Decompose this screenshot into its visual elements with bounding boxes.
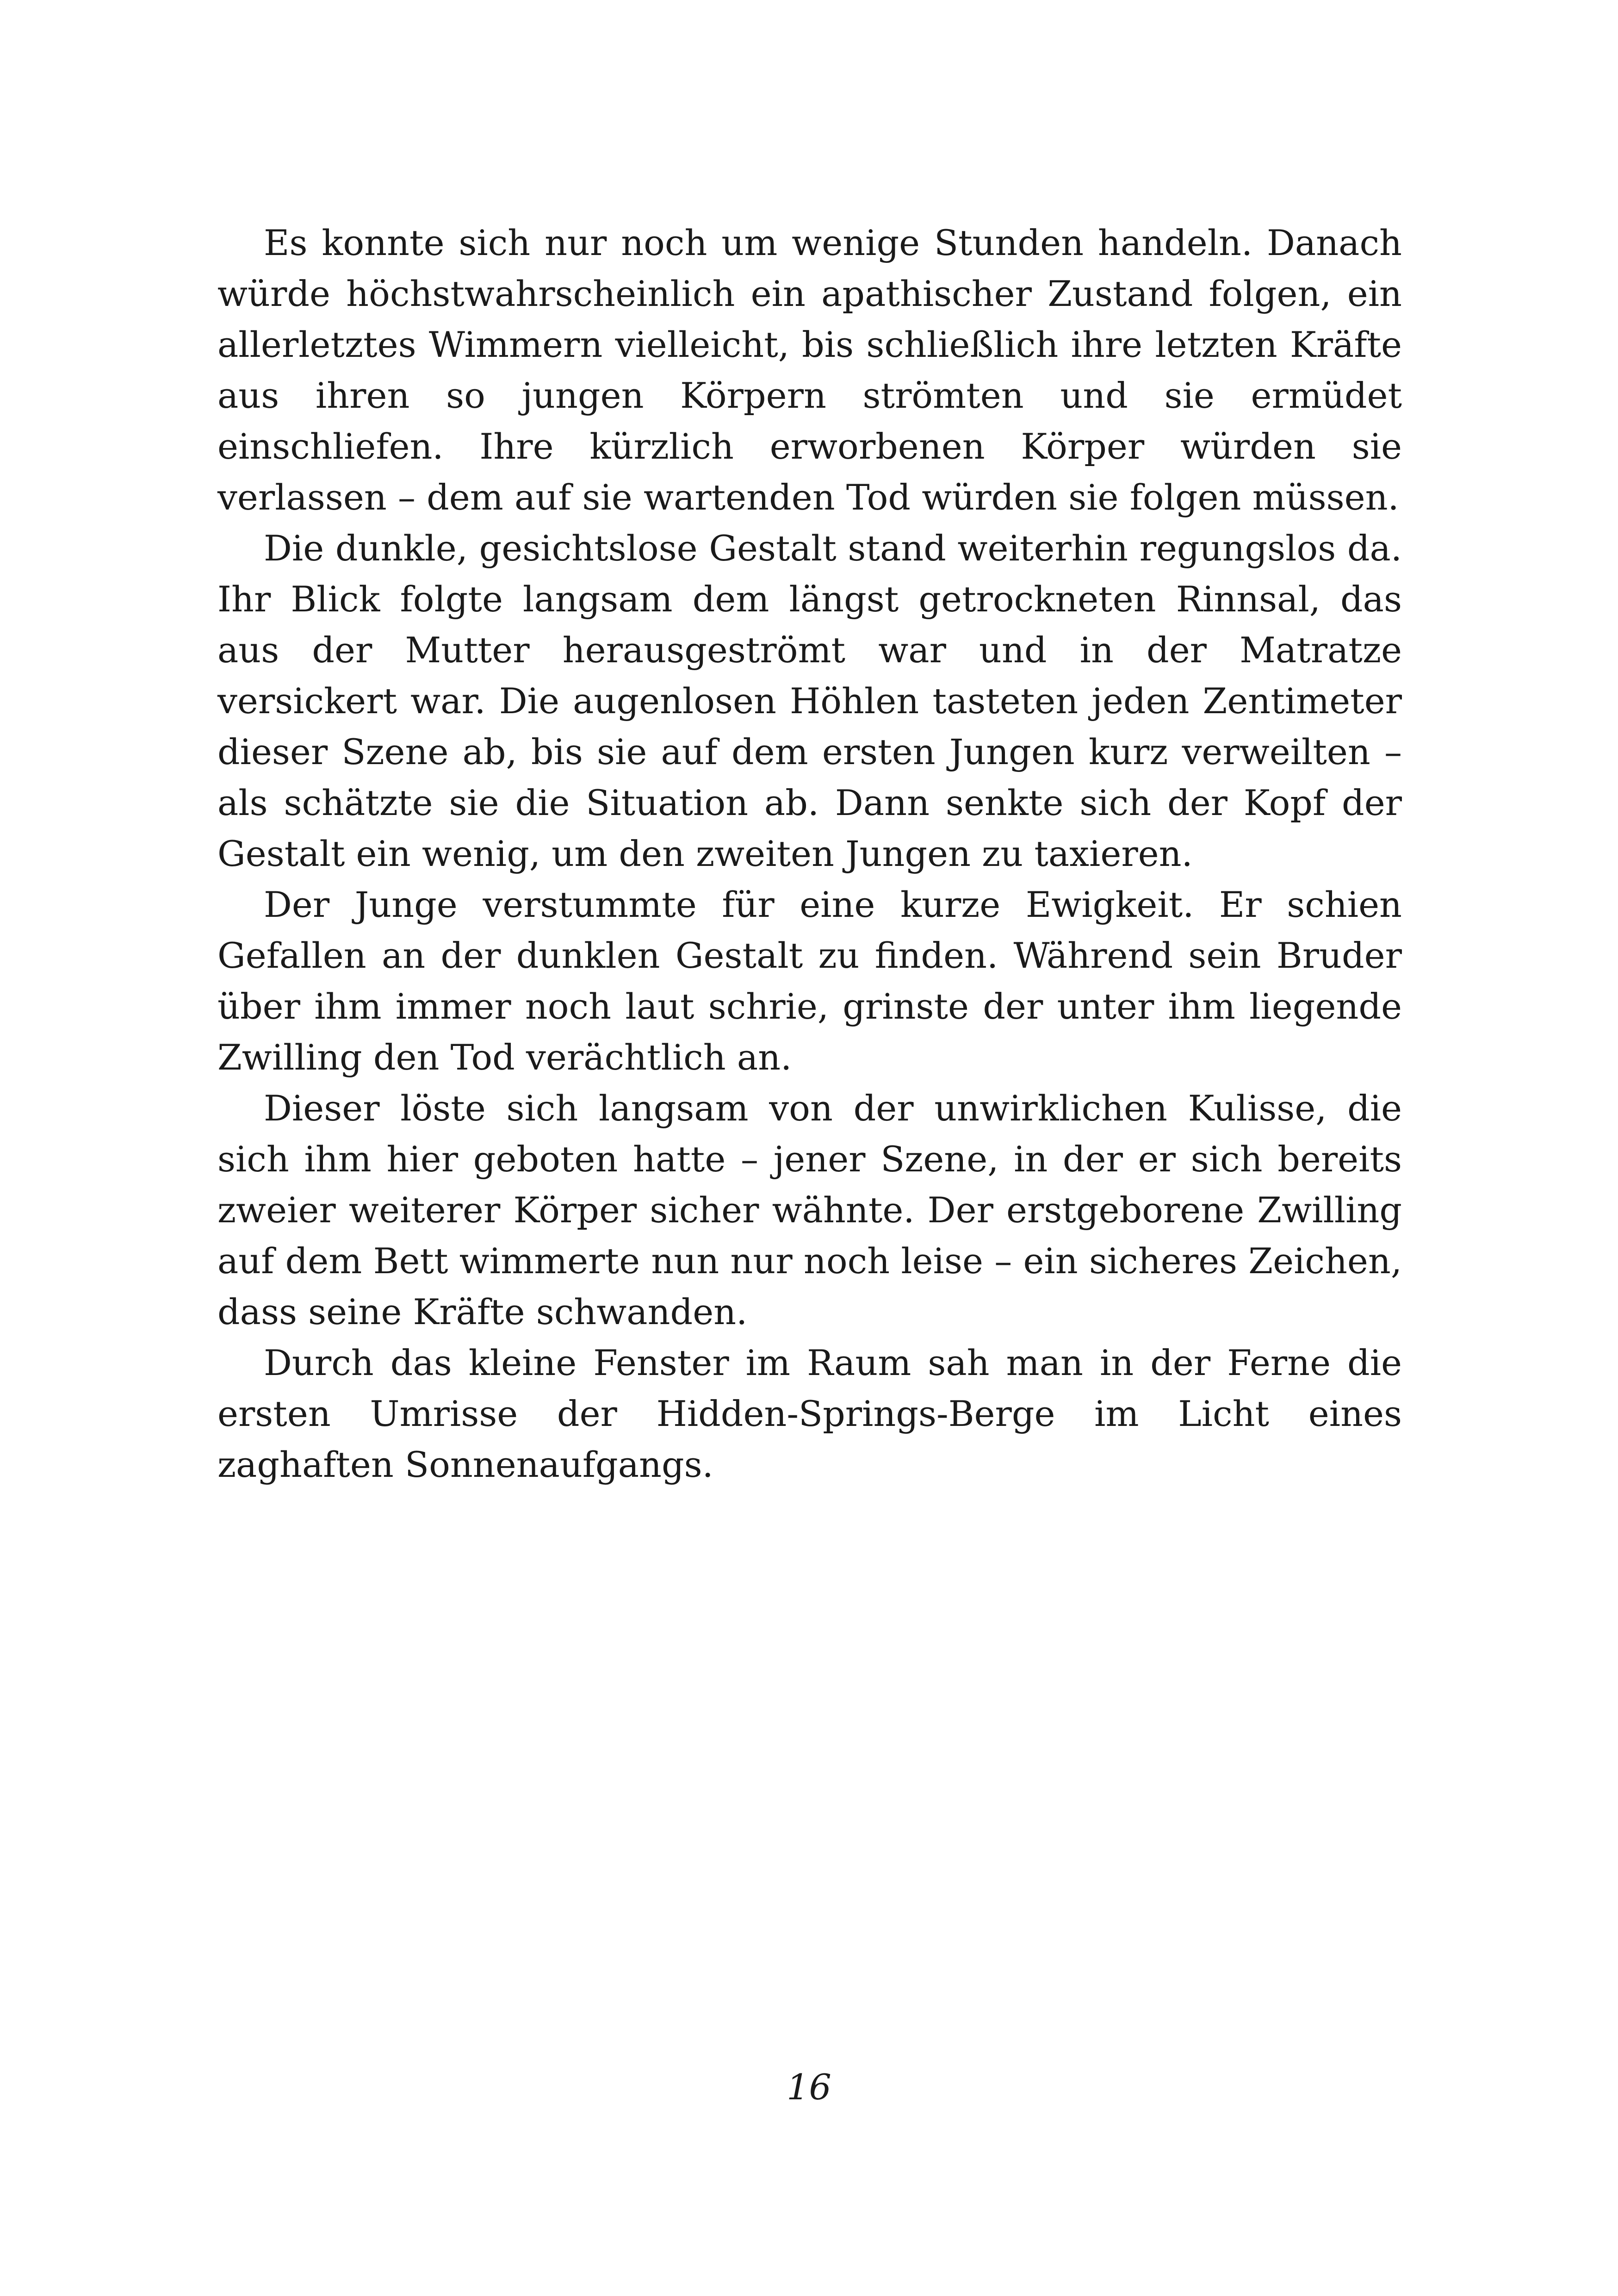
paragraph-2: Die dunkle, gesichtslose Gestalt stand weiterhin regungslos da. Ihr Blick folgte langsam dem längst getrockneten Rinnsal, das aus der Mutter herausgeströmt war und in der Matratze versickert war. Die augenlosen Höhlen tasteten jeden Zentimeter dieser Szene ab, bis sie auf dem ersten Jungen kurz verweilten – als schätzte sie die Situation ab. Dann senkte sich der Kopf der Gestalt ein wenig, um den zweiten Jungen zu taxieren.: [217, 528, 1402, 874]
page-number: 16: [787, 2066, 831, 2108]
paragraph-3: Der Junge verstummte für eine kurze Ewigkeit. Er schien Gefallen an der dunklen Gestalt zu finden. Während sein Bruder über ihm immer noch laut schrie, grinste der unter ihm liegende Zwilling den Tod verächtlich an.: [217, 884, 1402, 1078]
paragraph-1: Es konnte sich nur noch um wenige Stunden handeln. Danach würde höchstwahrscheinlich ein apathischer Zustand folgen, ein allerletztes Wimmern vielleicht, bis schließlich ihre letzten Kräfte aus ihren so jungen Körpern strömten und sie ermüdet einschliefen. Ihre kürzlich erworbenen Körper würden sie verlassen – dem auf sie wartenden Tod würden sie folgen müssen.: [217, 222, 1402, 518]
body-text: [217, 218, 1402, 1490]
paragraph-4: Dieser löste sich langsam von der unwirklichen Kulisse, die sich ihm hier geboten hatte – jener Szene, in der er sich bereits zweier weiterer Körper sicher wähnte. Der erstgeborene Zwilling auf dem Bett wimmerte nun nur noch leise – ein sicheres Zeichen, dass seine Kräfte schwanden.: [217, 1088, 1402, 1332]
paragraph-5: Durch das kleine Fenster im Raum sah man in der Ferne die ersten Umrisse der Hidden-Springs-Berge im Licht eines zaghaften Sonnenaufgangs.: [217, 1342, 1402, 1485]
